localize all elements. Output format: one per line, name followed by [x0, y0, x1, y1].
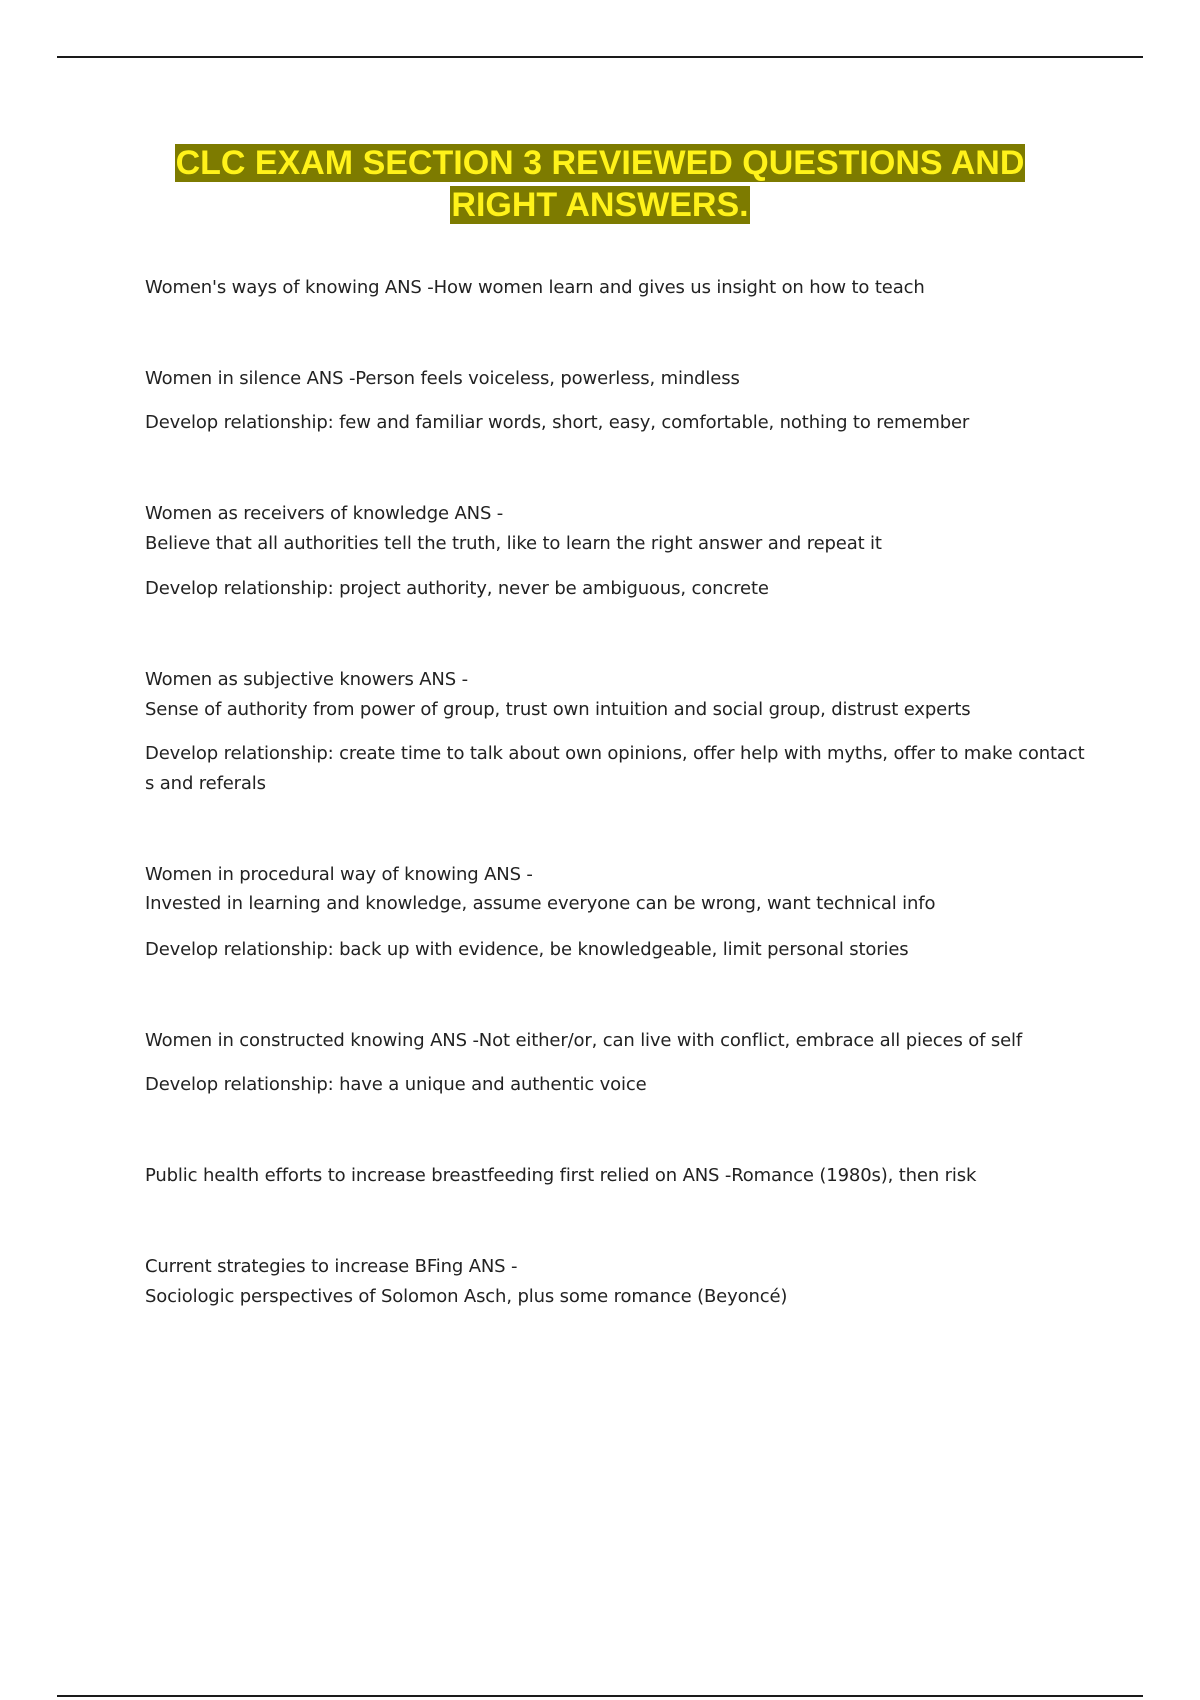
qa-item-3-answer: Believe that all authorities tell the truth, like to learn the right answer and repeat it: [145, 533, 882, 554]
qa-item-3-text: Women as receivers of knowledge ANS -: [145, 503, 504, 524]
qa-item-2-text: Women in silence ANS -Person feels voiceless, powerless, mindless: [145, 368, 740, 389]
qa-item-5-answer: Invested in learning and knowledge, assume everyone can be wrong, want technical info: [145, 893, 936, 914]
footer-rule: [57, 1695, 1143, 1697]
qa-item-8-answer: Sociologic perspectives of Solomon Asch, plus some romance (Beyoncé): [145, 1286, 788, 1307]
qa-item-3-develop: Develop relationship: project authority, never be ambiguous, concrete: [145, 578, 769, 599]
qa-item-5-text: Women in procedural way of knowing ANS -: [145, 864, 533, 885]
title-line-2: RIGHT ANSWERS.: [451, 186, 749, 224]
qa-item-6-develop: Develop relationship: have a unique and authentic voice: [145, 1074, 647, 1095]
title-line-1: CLC EXAM SECTION 3 REVIEWED QUESTIONS AND: [175, 144, 1025, 182]
qa-item-7-text: Public health efforts to increase breastfeeding first relied on ANS -Romance (1980s), then risk: [145, 1165, 977, 1186]
qa-item-2-develop: Develop relationship: few and familiar words, short, easy, comfortable, nothing to remember: [145, 412, 970, 433]
qa-item-4-answer: Sense of authority from power of group, trust own intuition and social group, distrust experts: [145, 699, 971, 720]
document-title: [0, 142, 1200, 226]
qa-item-5-develop: Develop relationship: back up with evidence, be knowledgeable, limit personal stories: [145, 939, 909, 960]
qa-item-8-text: Current strategies to increase BFing ANS -: [145, 1256, 518, 1277]
qa-item-4-text: Women as subjective knowers ANS -: [145, 669, 468, 690]
qa-item-6-text: Women in constructed knowing ANS -Not either/or, can live with conflict, embrace all pieces of self: [145, 1030, 1023, 1051]
qa-item-4-develop-cont: s and referals: [145, 773, 266, 794]
header-rule: [57, 56, 1143, 58]
qa-item-1-text: Women's ways of knowing ANS -How women learn and gives us insight on how to teach: [145, 277, 925, 298]
qa-item-4-develop: Develop relationship: create time to talk about own opinions, offer help with myths, offer to make contact: [145, 743, 1085, 764]
